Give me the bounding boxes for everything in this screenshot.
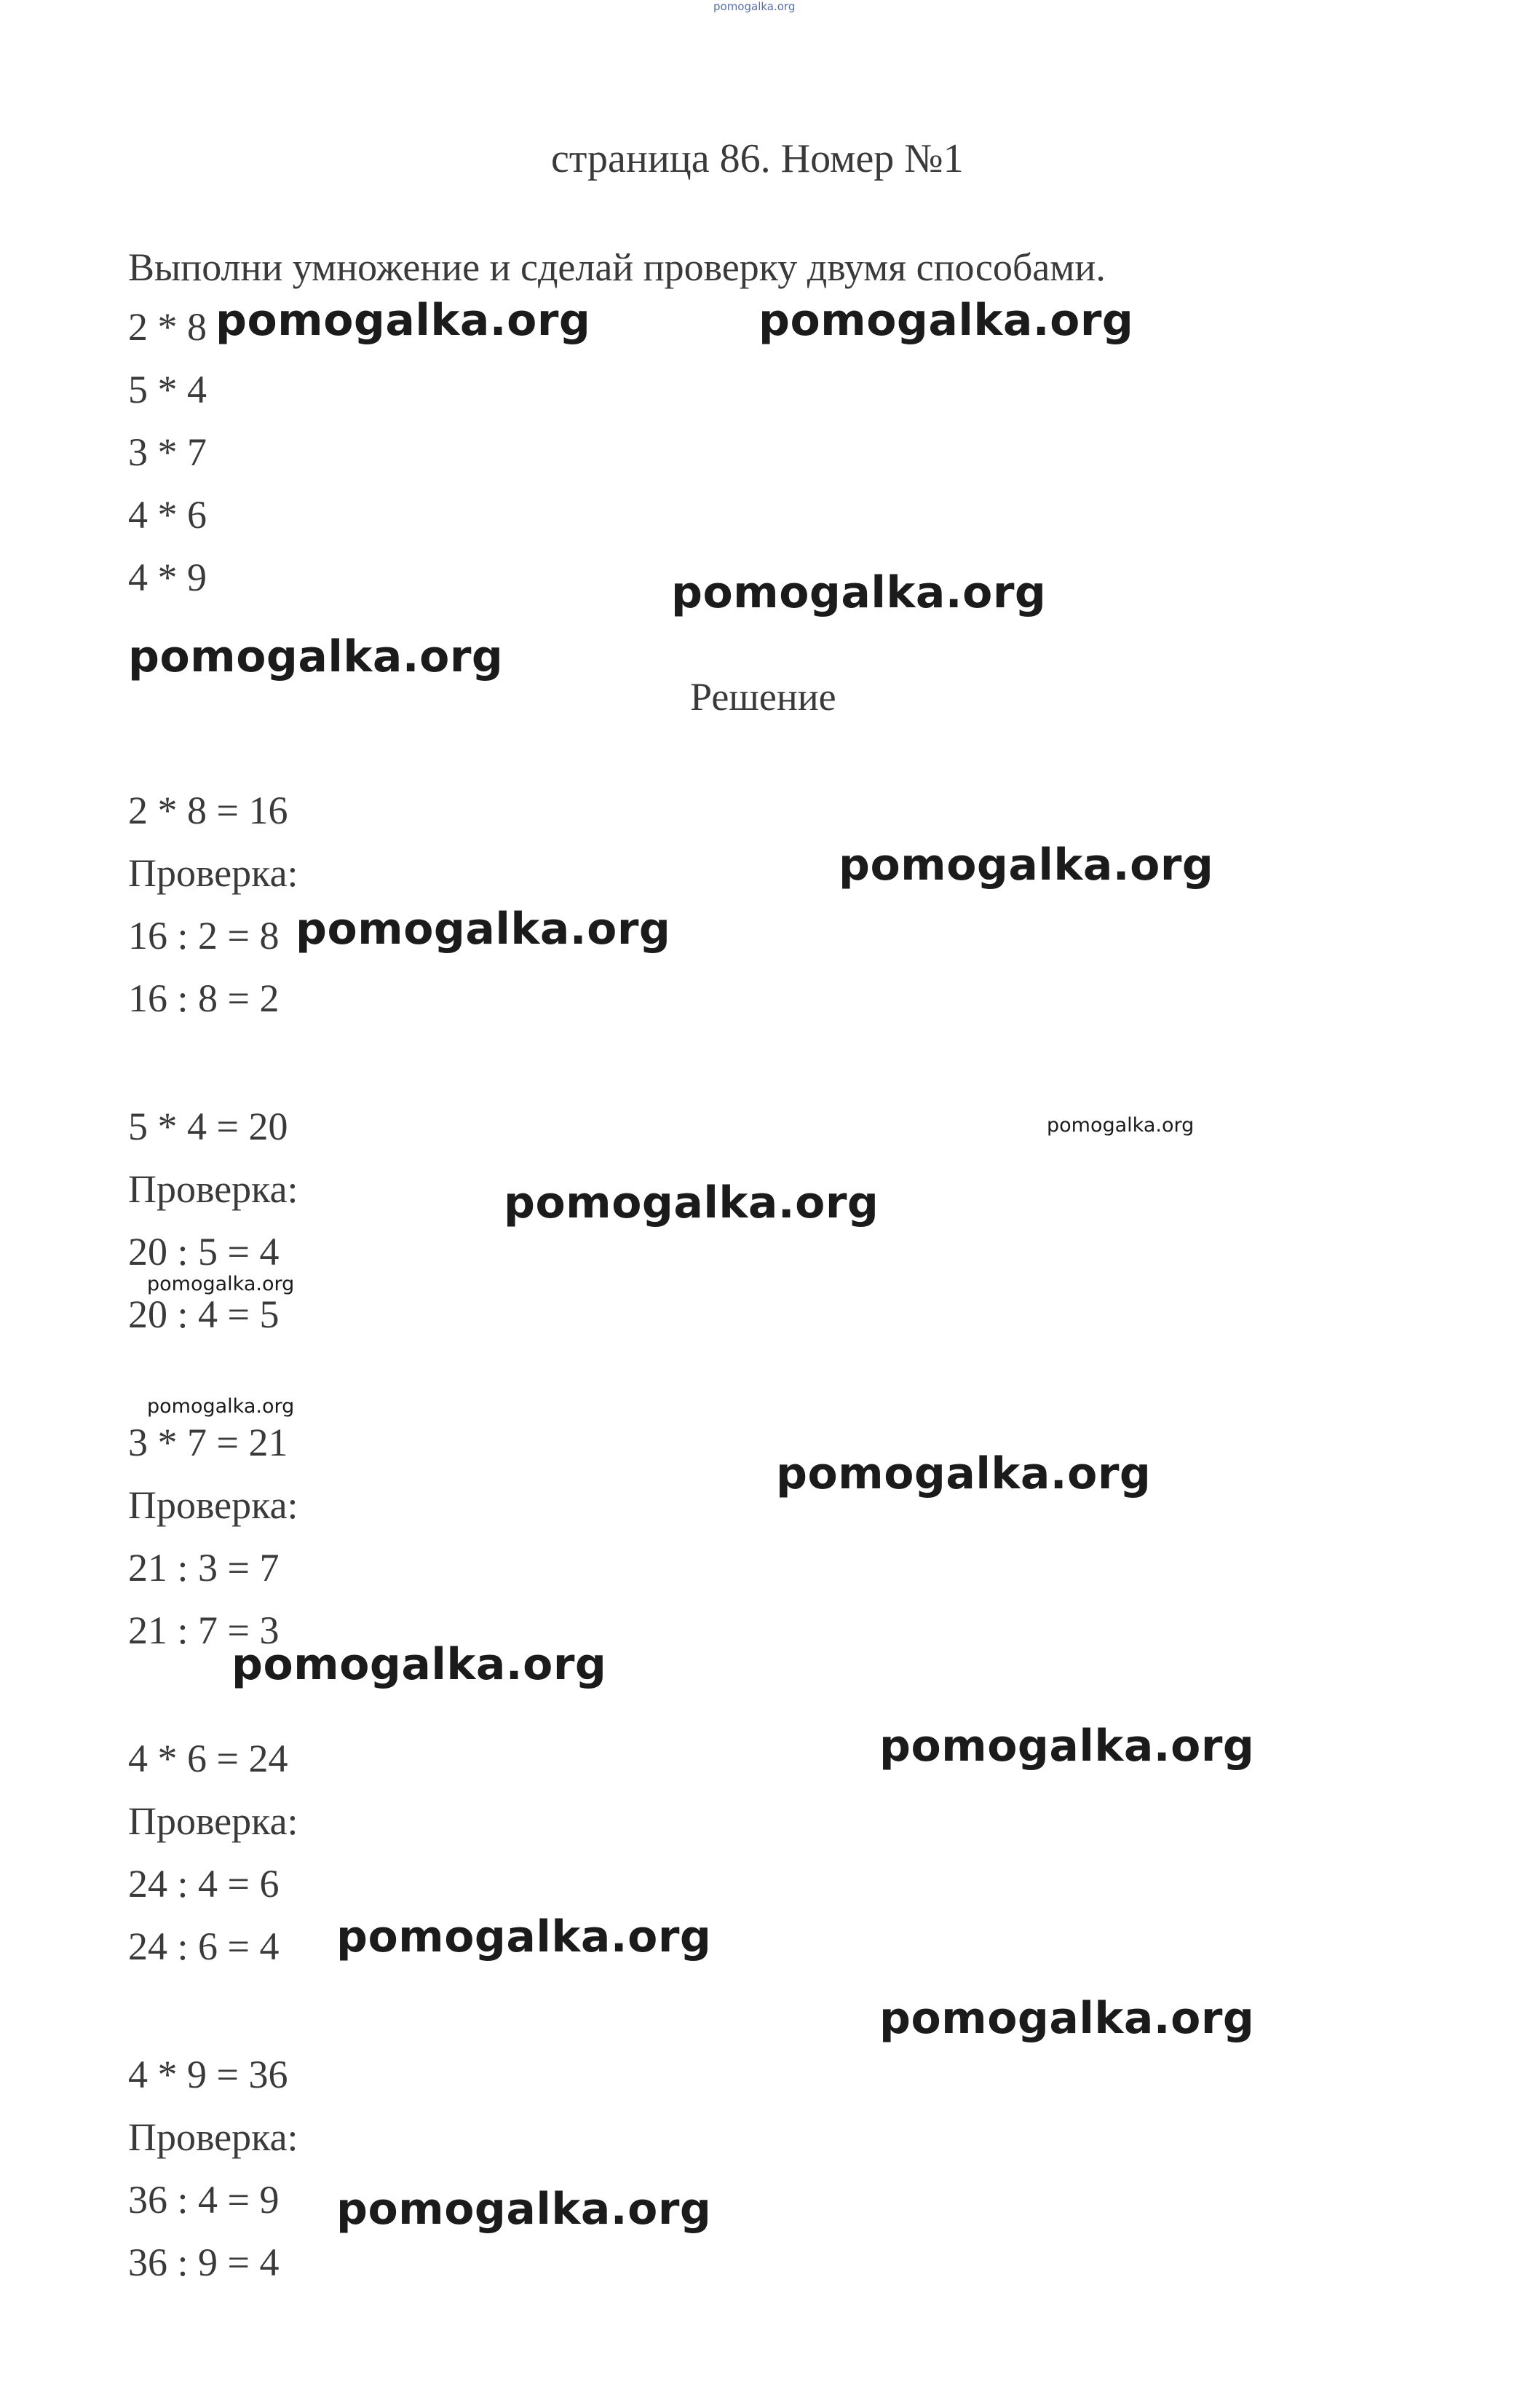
exercise-item: 4 * 9 (128, 556, 207, 599)
watermark: pomogalka.org (776, 1448, 1152, 1499)
exercise-item: 4 * 6 (128, 493, 207, 537)
check-line: 16 : 2 = 8 (128, 914, 280, 958)
watermark: pomogalka.org (839, 840, 1214, 891)
exercise-item: 2 * 8 (128, 305, 207, 349)
watermark: pomogalka.org (128, 631, 504, 682)
check-line: 21 : 7 = 3 (128, 1608, 280, 1652)
watermark: pomogalka.org (671, 567, 1047, 618)
watermark: pomogalka.org (336, 1911, 712, 1962)
exercise-item: 5 * 4 (128, 368, 207, 411)
solution-equation: 4 * 6 = 24 (128, 1737, 288, 1780)
check-line: 20 : 5 = 4 (128, 1230, 280, 1274)
check-line: 16 : 8 = 2 (128, 976, 280, 1020)
check-line: 20 : 4 = 5 (128, 1292, 280, 1336)
watermark: pomogalka.org (336, 2184, 712, 2235)
exercise-item: 3 * 7 (128, 430, 207, 474)
watermark: pomogalka.org (296, 904, 671, 955)
watermark: pomogalka.org (879, 1993, 1255, 2044)
watermark: pomogalka.org (147, 1395, 295, 1418)
check-line: 24 : 4 = 6 (128, 1862, 280, 1906)
header-watermark: pomogalka.org (713, 0, 796, 13)
solution-title: Решение (690, 675, 836, 719)
check-label: Проверка: (128, 2115, 298, 2159)
solution-equation: 5 * 4 = 20 (128, 1105, 288, 1148)
page-title: страница 86. Номер №1 (551, 136, 964, 181)
check-label: Проверка: (128, 1167, 298, 1211)
watermark: pomogalka.org (147, 1273, 295, 1295)
solution-equation: 4 * 9 = 36 (128, 2053, 288, 2096)
check-label: Проверка: (128, 1483, 298, 1527)
solution-equation: 3 * 7 = 21 (128, 1421, 288, 1464)
watermark: pomogalka.org (879, 1721, 1255, 1772)
task-text: Выполни умножение и сделай проверку двумя способами. (128, 245, 1106, 289)
solution-equation: 2 * 8 = 16 (128, 789, 288, 832)
check-label: Проверка: (128, 851, 298, 895)
watermark: pomogalka.org (758, 295, 1134, 346)
check-line: 36 : 9 = 4 (128, 2241, 280, 2284)
watermark: pomogalka.org (215, 295, 591, 346)
watermark: pomogalka.org (504, 1177, 879, 1228)
check-label: Проверка: (128, 1799, 298, 1843)
check-line: 36 : 4 = 9 (128, 2178, 280, 2222)
watermark: pomogalka.org (231, 1639, 607, 1690)
check-line: 24 : 6 = 4 (128, 1925, 280, 1968)
check-line: 21 : 3 = 7 (128, 1546, 280, 1590)
watermark: pomogalka.org (1047, 1114, 1195, 1137)
